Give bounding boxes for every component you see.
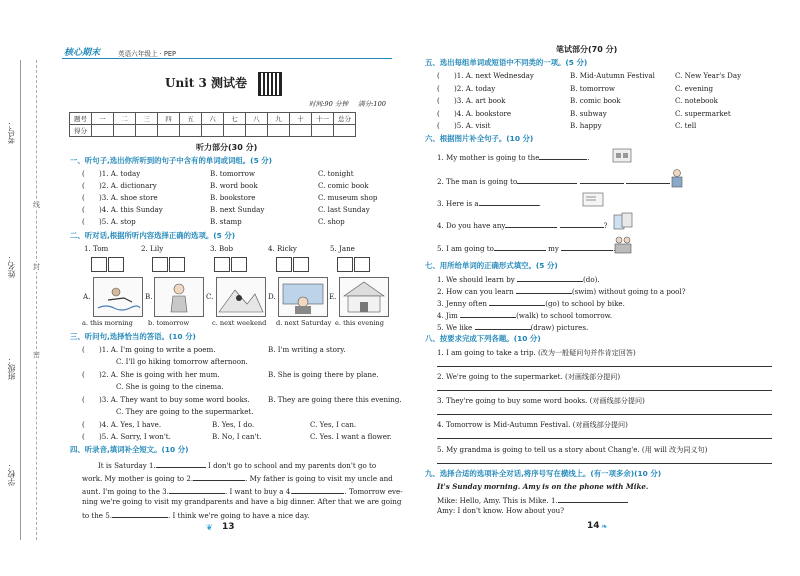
picture-letter: D. [268, 292, 276, 301]
score-table-row-score [70, 125, 356, 137]
answer-line[interactable] [437, 438, 772, 439]
q-text: ( )2. A. today [437, 84, 496, 93]
blank-input[interactable] [517, 176, 577, 184]
answer-line[interactable] [437, 390, 772, 391]
q-text: ( )4. A. bookstore [437, 109, 512, 118]
q-text: ( )2. A. dictionary [82, 181, 157, 190]
q-text: 2. We're going to the supermarket. (对画线部分提问) [437, 372, 621, 381]
boy-picture [154, 277, 204, 317]
q-text: ( )5. A. Sorry, I won't. [82, 432, 171, 441]
score-cell: 题号 [70, 113, 92, 125]
blank-input[interactable] [169, 486, 225, 494]
score-cell: 十一 [312, 113, 334, 125]
person-name: 3. Bob [210, 244, 234, 253]
cut-char-1: 线 [33, 201, 40, 209]
q-text: ( )2. A. She is going with her mum. [82, 370, 220, 379]
q-text: 4. Jim (walk) to school tomorrow. [437, 311, 613, 320]
score-cell: 四 [158, 113, 180, 125]
qr-code-icon [258, 72, 282, 96]
person-name: 1. Tom [84, 244, 109, 253]
score-label: 得分 [70, 125, 92, 137]
blank-input[interactable] [516, 286, 572, 294]
score-cell: 二 [114, 113, 136, 125]
picture-letter: A. [83, 292, 91, 301]
blank-input[interactable] [558, 495, 628, 503]
man-picture [668, 168, 686, 188]
q-option: C. Yes, I can. [310, 420, 357, 429]
brand-logo: 核心期末 [64, 48, 101, 58]
q-option: C. New Year's Day [675, 71, 742, 80]
reading-picture [278, 277, 328, 317]
blank-input[interactable] [626, 176, 670, 184]
q-text: ( )1. A. today [82, 169, 141, 178]
q-option: C. evening [675, 84, 714, 93]
score-cell: 总分 [334, 113, 356, 125]
q-text: 3. Jenny often (go) to school by bike. [437, 299, 625, 308]
answer-box[interactable] [337, 257, 353, 272]
comic-books-picture [612, 211, 634, 231]
person-name: 5. Jane [330, 244, 355, 253]
answer-box[interactable] [91, 257, 107, 272]
blank-input[interactable] [479, 198, 539, 206]
full-score-label: 满分:100 [358, 100, 386, 108]
binding-margin [0, 0, 60, 576]
q-option: B. They are going there this evening. [268, 395, 402, 404]
blank-input[interactable] [560, 220, 604, 228]
blank-input[interactable] [156, 460, 206, 468]
header-rule [62, 58, 392, 59]
q-text: 1. My mother is going to the . [437, 153, 590, 162]
person-name: 2. Lily [141, 244, 164, 253]
answer-box[interactable] [276, 257, 292, 272]
page-title: Unit 3 测试卷 [165, 76, 247, 90]
q-text: ( )1. A. next Wednesday [437, 71, 534, 80]
answer-box[interactable] [169, 257, 185, 272]
answer-box[interactable] [293, 257, 309, 272]
blank-input[interactable] [517, 274, 583, 282]
score-cell: 八 [246, 113, 268, 125]
section-4-title: 四、听录音,填词补全短文。(10 分) [70, 445, 189, 454]
class-label: 班级： [7, 356, 16, 380]
q-text: ( )4. A. this Sunday [82, 205, 163, 214]
visit-grandparents-picture [612, 234, 634, 254]
time-option: e. this evening [335, 319, 384, 327]
q-option: B. tomorrow [570, 84, 615, 93]
person-name: 4. Ricky [268, 244, 297, 253]
section-2-title: 二、听对话,根据所听内容选择正确的选项。(5 分) [70, 231, 236, 240]
q-option: C. museum shop [318, 193, 378, 202]
picture-letter: E. [329, 292, 337, 301]
q-text: 5. We like (draw) pictures. [437, 323, 589, 332]
answer-box[interactable] [108, 257, 124, 272]
name-label: 姓名： [7, 254, 16, 278]
q-text: 3. Here is a . [437, 199, 541, 208]
q-text: ( )4. A. Yes, I have. [82, 420, 162, 429]
score-cell: 九 [268, 113, 290, 125]
picture-letter: B. [145, 292, 153, 301]
postcard-picture [582, 191, 604, 207]
q-option: B. next Sunday [210, 205, 265, 214]
answer-line[interactable] [437, 414, 772, 415]
answer-box[interactable] [354, 257, 370, 272]
cut-char-3: 密 [33, 351, 40, 359]
q-text: 2. How can you learn (swim) without going to a pool? [437, 287, 686, 296]
section-5-title: 五、选出每组单词或短语中不同类的一项。(5 分) [425, 58, 588, 67]
leaf-icon: ❧ [601, 522, 608, 531]
section-6-title: 六、根据图片补全句子。(10 分) [425, 134, 534, 143]
cut-char-2: 封 [33, 263, 40, 271]
time-option: a. this morning [82, 319, 133, 327]
cut-line [36, 60, 37, 540]
q-text: 5. My grandma is going to tell us a story about Chang'e. (用 will 改为同义句) [437, 445, 708, 454]
hiking-picture [216, 277, 266, 317]
series-label: 英语六年级上 · PEP [118, 50, 176, 58]
q-option: B. tomorrow [210, 169, 255, 178]
q-text: 2. The man is going to [437, 176, 670, 185]
q-text: 1. I am going to take a trip. (改为一般疑问句并作肯定回答) [437, 348, 636, 357]
blank-input[interactable] [475, 322, 531, 330]
score-cell: 十 [290, 113, 312, 125]
shopping-picture [339, 277, 389, 317]
q-option: C. tell [675, 121, 697, 130]
blank-input[interactable] [460, 310, 516, 318]
q-text: ( )3. A. They want to buy some word books. [82, 395, 250, 404]
q-option: B. stamp [210, 217, 242, 226]
q-option: C. notebook [675, 96, 718, 105]
time-option: c. next weekend [212, 319, 267, 327]
q-option: B. Yes, I do. [212, 420, 255, 429]
passage-text: to the 5. . I think we're going to have a nice day. [82, 511, 310, 520]
q-option: C. comic book [318, 181, 369, 190]
q-text: 3. They're going to buy some word books. (对画线部分提问) [437, 396, 645, 405]
supermarket-picture [612, 145, 632, 163]
blank-input[interactable] [112, 510, 168, 518]
page-number: 14 [587, 521, 600, 531]
answer-box[interactable] [214, 257, 230, 272]
blank-input[interactable] [539, 152, 587, 160]
score-cell: 六 [202, 113, 224, 125]
listening-title: 听力部分(30 分) [196, 143, 258, 152]
q-option: B. subway [570, 109, 607, 118]
q-text: ( )1. A. I'm going to write a poem. [82, 345, 216, 354]
dialogue-line: Mike: Hello, Amy. This is Mike. 1. [437, 495, 628, 504]
answer-line[interactable] [437, 366, 772, 367]
q-option: C. tonight [318, 169, 354, 178]
passage-text: work. My mother is going to 2. . My father is going to visit my uncle and [82, 474, 393, 483]
q-text: 5. I am going to my . [437, 244, 616, 253]
q-option: B. I'm writing a story. [268, 345, 346, 354]
section-9-title: 九、选择合适的选项补全对话,将序号写在横线上。(有一项多余)(10 分) [425, 469, 662, 478]
q-text: ( )3. A. shoe store [82, 193, 158, 202]
leaf-icon: ❦ [206, 523, 213, 532]
q-text: 4. Tomorrow is Mid-Autumn Festival. (对画线部分提问) [437, 420, 628, 429]
school-label: 学校： [7, 462, 16, 486]
blank-input[interactable] [489, 298, 545, 306]
q-option: B. She is going there by plane. [268, 370, 379, 379]
q-text: ( )3. A. art book [437, 96, 506, 105]
q-option: C. shop [318, 217, 345, 226]
blank-input[interactable] [561, 243, 613, 251]
score-table-row-header [70, 113, 356, 125]
time-option: d. next Saturday [276, 319, 332, 327]
answer-line[interactable] [437, 463, 772, 464]
q-text: 1. We should learn by (do). [437, 275, 600, 284]
blank-input[interactable] [505, 220, 557, 228]
q-text: 4. Do you have any ? [437, 221, 608, 230]
score-cell: 五 [180, 113, 202, 125]
score-cell: 七 [224, 113, 246, 125]
q-option: C. last Sunday [318, 205, 370, 214]
swimming-picture [93, 277, 143, 317]
passage-text: ning we're going to visit my grandparents and have a big dinner. After that we are going [82, 497, 402, 506]
dialogue-scene: It's Sunday morning. Amy is on the phone with Mike. [437, 482, 649, 491]
q-option: B. Mid-Autumn Festival [570, 71, 655, 80]
passage-text: It is Saturday 1. I don't go to school and my parents don't go to [98, 461, 377, 470]
q-option: B. happy [570, 121, 602, 130]
blank-input[interactable] [580, 176, 624, 184]
section-3-title: 三、听问句,选择恰当的答语。(10 分) [70, 332, 196, 341]
written-title: 笔试部分(70 分) [556, 45, 618, 54]
q-option: C. She is going to the cinema. [116, 382, 224, 391]
answer-box[interactable] [152, 257, 168, 272]
margin-rule [20, 60, 21, 540]
answer-box[interactable] [231, 257, 247, 272]
q-option: C. supermarket [675, 109, 731, 118]
section-1-title: 一、听句子,选出你所听到的句子中含有的单词或词组。(5 分) [70, 156, 273, 165]
q-option: C. I'll go hiking tomorrow afternoon. [116, 357, 248, 366]
q-option: C. Yes. I want a flower. [310, 432, 392, 441]
q-option: B. comic book [570, 96, 621, 105]
blank-input[interactable] [494, 243, 546, 251]
picture-letter: C. [206, 292, 214, 301]
q-option: C. They are going to the supermarket. [116, 407, 254, 416]
q-text: ( )5. A. stop [82, 217, 136, 226]
q-option: B. No, I can't. [212, 432, 262, 441]
time-label: 时间:90 分钟 [309, 100, 349, 108]
blank-input[interactable] [292, 486, 344, 494]
score-cell: 一 [92, 113, 114, 125]
time-option: b. tomorrow [148, 319, 190, 327]
q-text: ( )5. A. visit [437, 121, 491, 130]
blank-input[interactable] [193, 473, 245, 481]
section-7-title: 七、用所给单词的正确形式填空。(5 分) [425, 261, 558, 270]
number-label: 考号： [7, 120, 16, 144]
section-8-title: 八、按要求完成下列各题。(10 分) [425, 334, 541, 343]
q-option: B. bookstore [210, 193, 256, 202]
dialogue-line: Amy: I don't know. How about you? [437, 506, 565, 515]
score-cell: 三 [136, 113, 158, 125]
q-option: B. word book [210, 181, 258, 190]
passage-text: aunt. I'm going to the 3. . I want to buy a 4. . Tomorrow eve- [82, 487, 403, 496]
page-number: 13 [222, 522, 235, 532]
score-table [69, 112, 356, 137]
